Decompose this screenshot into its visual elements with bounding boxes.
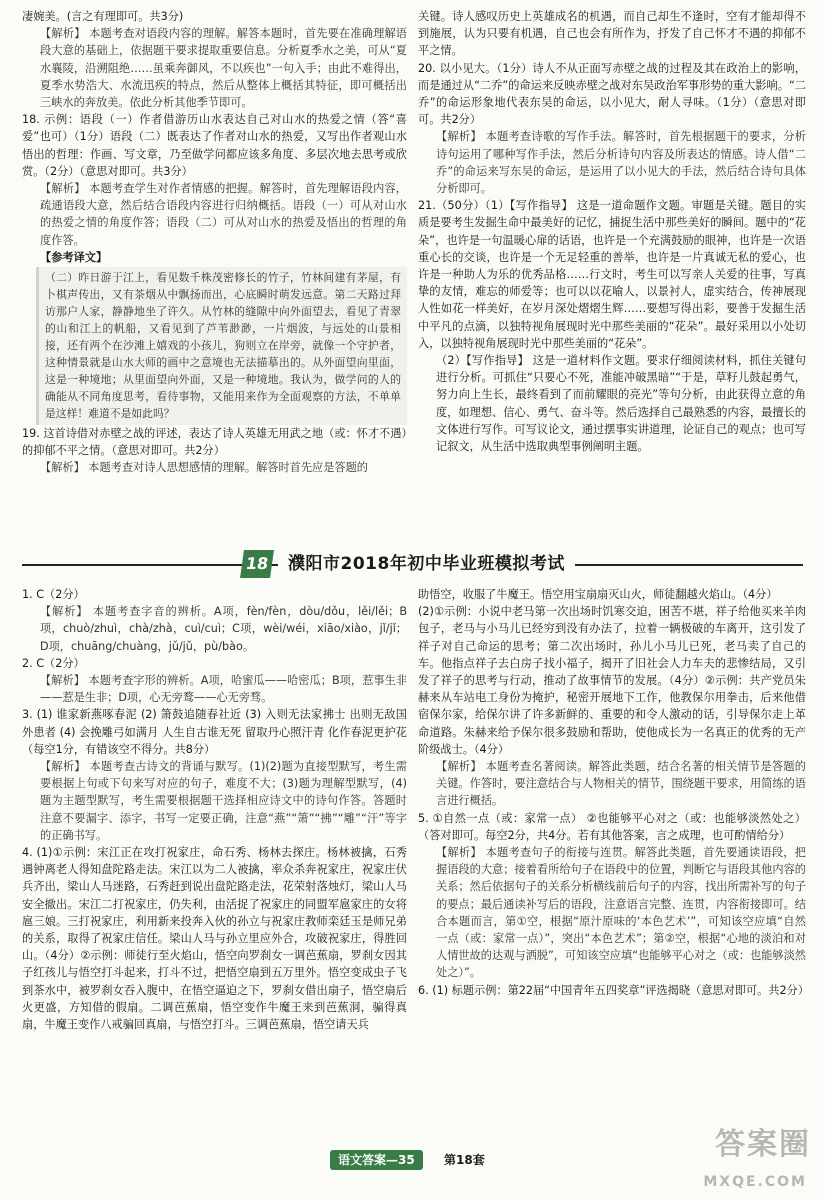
set-label: 第18套	[444, 1153, 485, 1167]
answer-20: 20. 以小见大。（1分）诗人不从正面写赤壁之战的过程及其在政治上的影响，而是通过从“二乔”的命运来反映赤壁之战对东吴政治军事形势的重大影响。“二乔”的命运形象地代表东吴的命运，以小见大，耐人寻味。（1分）（意思对即可。共2分）	[418, 61, 806, 127]
answer-5: 5. ①自然一点（或：家常一点） ②也能够平心对之（或：也能够淡然处之）（答对即可。每空2分，共4分。若有其他答案，言之成理，也可酌情给分）	[418, 811, 806, 842]
reference-translation-heading: 【参考译文】	[40, 250, 108, 264]
answer-6: 6. (1) 标题示例：第22届“中国青年五四奖章”评选揭晓（意思对即可。共2分）	[418, 983, 810, 997]
exam-title: 濮阳市2018年初中毕业班模拟考试	[278, 550, 575, 578]
watermark-text: 答案圈	[715, 1127, 811, 1162]
left-column-bottom	[22, 586, 407, 1033]
watermark-logo	[681, 1127, 811, 1194]
analysis-text: 【解析】 本题考查字音的辨析。A项，fèn/fèn，dòu/dǒu，lěi/lěi；B项，chuò/zhuì，chà/zhà，cuì/cuì；C项，wèi/wéi，xiāo/xiào，jǐ/jǐ；D项，chuāng/chuàng，jǔ/jǔ，pù/bào。	[40, 605, 407, 653]
analysis-text: 【解析】 本题考查句子的衔接与连贯。解答此类题，首先要通读语段，把握语段的大意；接着看所给句子在语段中的位置，判断它与语段其他内容的关系；然后依据句子的关系分析横线前后句子的内容，找出所需补写的句子的要点；最后通读补写后的语段，注意语言完整、连贯，内容衔接即可。结合本题而言，第①空，根据“原汁原味的‘本色艺术’”，可知该空应填“自然一点（或：家常一点）”，突出“本色艺术”；第②空，根据“心地的淡泊和对人情世故的达观与洒脱”，可知该空应填“也能够平心对之（或：也能够淡然处之）”。	[436, 846, 806, 980]
set-number-badge: 18	[240, 550, 274, 578]
answer-3: 3. (1) 谁家新燕啄春泥 (2) 箫鼓追随春社近 (3) 入则无法家拂士 出则无敌国外患者 (4) 会挽雕弓如满月 人生自古谁无死 留取丹心照汗青 化作春泥更护花（每空1分，有错该空不得分。共8分）	[22, 708, 407, 756]
analysis-text: 【解析】 本题考查古诗文的背诵与默写。(1)(2)题为直接型默写，考生需要根据上句或下句来写对应的句子，难度不大；(3)题为理解型默写，(4)题为主题型默写，考生需要根据题干选择相应诗文中的诗句作答。答题时注意不要漏字、添字，书写一定要正确，注意“燕”“箫”“拂”“雕”“汗”等字的正确书写。	[40, 760, 407, 842]
writing-guide: （2）【写作指导】 这是一道材料作文题。要求仔细阅读材料，抓住关键句进行分析。可抓住“只要心不死，准能冲破黑暗”“于是，草籽儿鼓起勇气，努力向上生长，最终看到了而前耀眼的亮光”等句分析，由此获得立意的角度，如理想、信心、勇气、奋斗等。然后选择自己最熟悉的内容，最擅长的文体进行写作。可写议论文，通过摆事实讲道理，论证自己的观点；也可写记叙文，从生活中选取典型事例阐明主题。	[436, 354, 806, 454]
answer-19: 19. 这首诗借对赤壁之战的评述，表达了诗人英雄无用武之地（或：怀才不遇）的抑郁不平之情。（意思对即可。共2分）	[22, 427, 407, 458]
answer-1: 1. C（2分）	[22, 588, 85, 601]
watermark-url: MXQE.COM	[703, 1174, 807, 1190]
answer-4: 4. (1)①示例：宋江正在攻打祝家庄，命石秀、杨林去探庄。杨林被擒，石秀遇钟离老人得知盘陀路走法。宋江以为二人被擒，率众杀奔祝家庄，祝家庄伏兵齐出，梁山人马迷路，石秀赶到说出盘陀路走法，花荣射落烛灯，梁山人马安全撤出。宋江二打祝家庄，仍失利，由活捉了祝家庄的同盟军扈家庄的女将扈三娘。三打祝家庄，利用新来投奔入伙的孙立与祝家庄教师栾廷玉是师兄弟的关系，取得了祝家庄信任。梁山人马与孙立里应外合，攻破祝家庄，得胜回山。（4分）②示例：师徒行至火焰山，悟空向罗刹女一调芭蕉扇，罗刹女因其子红孩儿与悟空打斗起来，打斗不过，把悟空扇到五万里外。悟空变成虫子飞到茶水中，被罗刹女吞入腹中，在悟空逼迫之下，罗刹女借出扇子，悟空扇后火更盛，方知借的假扇。二调芭蕉扇，悟空变作牛魔王来到芭蕉洞，骗得真扇，牛魔王变作八戒骗回真扇，与悟空打斗。三调芭蕉扇，悟空请天兵	[22, 846, 407, 1032]
answer-21: 21.（50分）（1）【写作指导】 这是一道命题作文题。审题是关键。题目的实质是要考生发掘生命中最美好的记忆，捕捉生活中那些美好的瞬间。题中的“花朵”，也许是一句温暖心扉的话语，也许是一个充满鼓励的眼神，也许是一次语重心长的交谈，也许是一个无足轻重的善举，也许是一片真诚无私的爱心，也许是一种助人为乐的优秀品格……行文时，考生可以写亲人关爱的往事，写真挚的友情，难忘的师爱等；也可以以花喻人，以景衬人，虚实结合，传神展现人性如花一样美好，在岁月深处熠熠生辉……要想写得出彩，要善于发掘生活中平凡的点滴，以独特视角展现时光中那些美丽的“花朵”。最好采用以小处切入，以独特视角展现时光中那些美丽的“花朵”。	[418, 199, 806, 350]
answer-text: 助悟空，收服了牛魔王。悟空用宝扇扇灭山火，师徒翻越火焰山。（4分）	[418, 588, 778, 601]
answer-text: 凄婉美。(言之有理即可。共3分)	[22, 10, 184, 23]
answer-4-2: (2)①示例：小说中老马第一次出场时饥寒交迫，困苦不堪，祥子给他买来羊肉包子，老马与小马儿已经穷到没有办法了，拉着一辆极破的车离开，这引发了祥子对自己命运的思考；第二次出场时，孙儿小马儿已死，老马卖了自己的车。他指点祥子去白房子找小福子，揭开了旧社会人力车夫的悲惨结局，又引发了祥子的思考与行动，推动了故事情节的发展。（4分）②示例：共产党员朱赫来从车站电工身份为掩护，秘密开展地下工作，他教保尔用拳击，后来他借宿保尔家，给保尔讲了许多新鲜的、重要的和令人激动的话，引导保尔走上革命道路。朱赫来给予保尔很多鼓励和帮助，使他成长为一名真正的优秀的无产阶级战士。（4分）	[418, 605, 806, 756]
right-column-top	[418, 8, 806, 455]
page-number-tab: 语文答案—35	[330, 1150, 423, 1170]
reference-translation: （二）昨日游于江上，看见数千株茂密修长的竹子，竹林间建有茅屋，有卜棋声传出，又有茶烟从中飘扬而出，心底瞬时萌发远意。第二天路过拜访那户人家，静静地坐了许久。从竹林的缝隙中向外面望去，看见了青翠的山和江上的帆船，又看见到了芦苇渺渺，一片烟波，与远处的山景相接，还有两个在沙滩上嬉戏的小孩儿，狗则立在岸旁，就像一个守护者，这种情景就是山水大师的画中之意境也无法描摹出的。从外面望向里面，这是一种境地；从里面望向外面，又是一种境地。我认为，做学问的人的确能从不同角度思考，看待事物，又能用来作为全面观察的方法，不单单是这样！难道不是如此吗？	[36, 267, 407, 425]
exam-section-divider	[22, 548, 803, 580]
answer-2: 2. C（2分）	[22, 656, 85, 670]
answer-text: 关键。诗人感叹历史上英雄成名的机遇，而自己却生不逢时，空有才能却得不到施展，认为只要有机遇，自己也会有所作为，抒发了自己怀才不遇的抑郁不平之情。	[418, 10, 806, 58]
analysis-text: 【解析】 本题考查对诗人思想感情的理解。解答时首先应是答题的	[40, 461, 368, 475]
analysis-text: 【解析】 本题考查名著阅读。解答此类题，结合名著的相关情节是答题的关键。作答时，要注意结合与人物相关的情节，围绕题干要求，用简练的语言进行概括。	[436, 760, 806, 808]
analysis-text: 【解析】 本题考查对语段内容的理解。解答本题时，首先要在准确理解语段大意的基础上，依据题干要求提取重要信息。分析夏季水之美，可从“夏水襄陵，沿溯阻绝……虽乘奔御风，不以疾也”一句入手；由此不难得出，夏季水势浩大、水流迅疾的特点，然后从整体上概括其特征，即可概括出三峡水的奔放美。依此分析其他季节即可。	[40, 27, 407, 110]
analysis-text: 【解析】 本题考查诗歌的写作手法。解答时，首先根据题干的要求，分析诗句运用了哪种写作手法，然后分析诗句内容及所表达的情感。诗人借“二乔”的命运来写东吴的命运，是运用了以小见大的手法，然后结合诗句具体分析即可。	[436, 130, 806, 196]
left-column-top	[22, 8, 407, 477]
answer-18: 18. 示例：语段（一）作者借游历山水表达自己对山水的热爱之情（答“喜爱”也可）（1分）语段（二）既表达了作者对山水的热爱，又写出作者观山水悟出的哲理：作画、写文章，乃至做学问都应该多角度、多层次地去思考或欣赏。（2分）（意思对即可。共3分）	[22, 113, 407, 178]
right-column-bottom	[418, 586, 810, 999]
analysis-text: 【解析】 本题考查字形的辨析。A项，哈蜜瓜——哈密瓜；B项，惹事生非——惹是生非；D项，心无旁鹜——心无旁骛。	[40, 674, 407, 705]
analysis-text: 【解析】 本题考查学生对作者情感的把握。解答时，首先理解语段内容，疏通语段大意，然后结合语段内容进行归纳概括。语段（一）可从对山水的热爱之情的角度作答；语段（二）可从对山水的热爱及悟出的哲理的角度作答。	[40, 182, 407, 247]
